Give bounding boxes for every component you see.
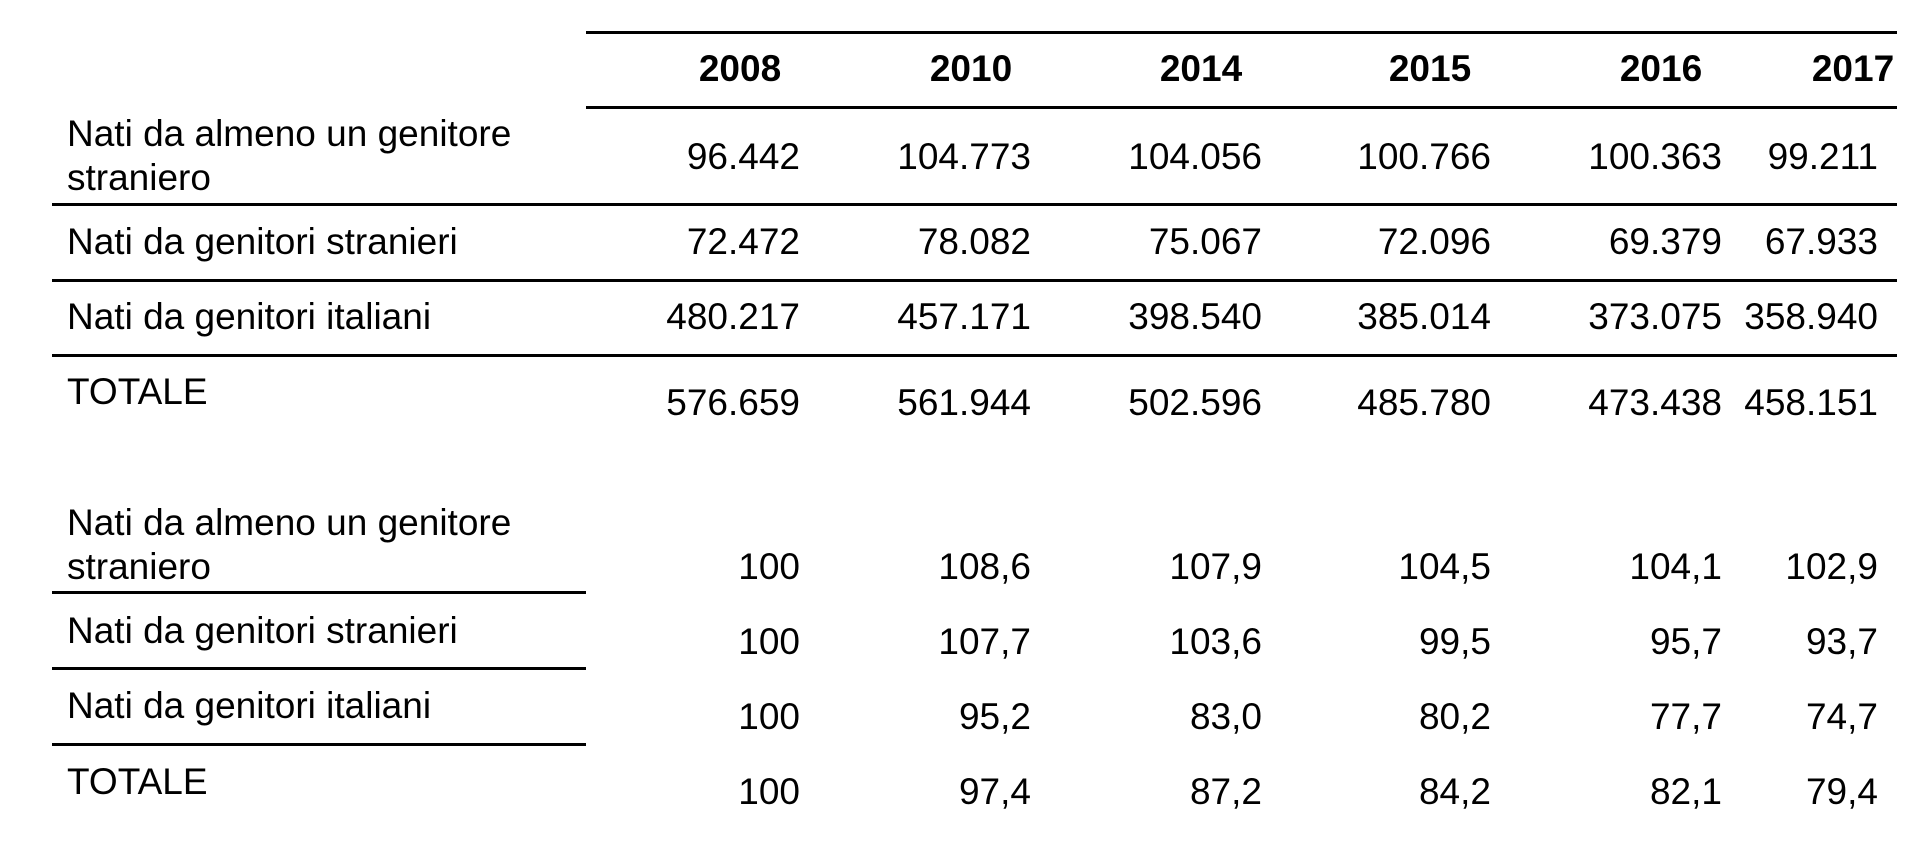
row-rule	[52, 591, 586, 594]
index-value-cell: 100	[738, 696, 800, 737]
absolute-value-cell: 485.780	[1357, 382, 1491, 423]
index-value-cell: 100	[738, 546, 800, 587]
absolute-value-cell: 358.940	[1744, 296, 1878, 337]
index-value-cell: 107,9	[1169, 546, 1262, 587]
year-header: 2017	[1811, 48, 1895, 89]
row-rule	[52, 354, 1897, 357]
absolute-value-cell: 457.171	[897, 296, 1031, 337]
header-top-rule	[586, 31, 1897, 34]
row-rule	[52, 279, 1897, 282]
index-value-cell: 77,7	[1649, 696, 1722, 737]
index-row-label: Nati da genitori italiani	[67, 685, 432, 726]
index-row-label: Nati da almeno un genitore	[67, 502, 512, 543]
absolute-value-cell: 385.014	[1357, 296, 1491, 337]
absolute-value-cell: 100.766	[1357, 136, 1491, 177]
index-value-cell: 82,1	[1649, 771, 1722, 812]
index-value-cell: 104,5	[1398, 546, 1491, 587]
absolute-value-cell: 458.151	[1744, 382, 1878, 423]
index-value-cell: 100	[738, 621, 800, 662]
index-value-cell: 97,4	[958, 771, 1031, 812]
absolute-value-cell: 502.596	[1128, 382, 1262, 423]
index-row-label: Nati da genitori stranieri	[67, 610, 458, 651]
absolute-value-cell: 104.056	[1128, 136, 1262, 177]
absolute-row-label: straniero	[67, 157, 211, 198]
absolute-value-cell: 99.211	[1767, 136, 1878, 177]
year-header: 2008	[698, 48, 782, 89]
absolute-value-cell: 561.944	[897, 382, 1031, 423]
index-value-cell: 104,1	[1629, 546, 1722, 587]
absolute-value-cell: 576.659	[666, 382, 800, 423]
header-bottom-rule	[586, 106, 1897, 109]
absolute-value-cell: 75.067	[1148, 221, 1262, 262]
absolute-row-label: Nati da genitori italiani	[67, 296, 432, 337]
index-value-cell: 93,7	[1805, 621, 1878, 662]
absolute-value-cell: 72.472	[686, 221, 800, 262]
absolute-row-label: Nati da almeno un genitore	[67, 113, 512, 154]
index-value-cell: 87,2	[1189, 771, 1262, 812]
absolute-value-cell: 67.933	[1764, 221, 1878, 262]
year-header: 2016	[1619, 48, 1703, 89]
absolute-value-cell: 69.379	[1608, 221, 1722, 262]
index-row-label: TOTALE	[67, 761, 208, 802]
index-value-cell: 79,4	[1805, 771, 1878, 812]
absolute-value-cell: 78.082	[917, 221, 1031, 262]
index-row-label: straniero	[67, 546, 211, 587]
index-value-cell: 108,6	[938, 546, 1031, 587]
absolute-value-cell: 373.075	[1588, 296, 1722, 337]
index-value-cell: 107,7	[938, 621, 1031, 662]
index-value-cell: 84,2	[1418, 771, 1491, 812]
index-value-cell: 95,2	[958, 696, 1031, 737]
absolute-value-cell: 100.363	[1588, 136, 1722, 177]
absolute-value-cell: 398.540	[1128, 296, 1262, 337]
absolute-value-cell: 72.096	[1377, 221, 1491, 262]
row-rule	[52, 743, 586, 746]
year-header: 2010	[929, 48, 1013, 89]
index-value-cell: 74,7	[1805, 696, 1878, 737]
index-value-cell: 95,7	[1649, 621, 1722, 662]
index-value-cell: 100	[738, 771, 800, 812]
absolute-value-cell: 473.438	[1588, 382, 1722, 423]
index-value-cell: 80,2	[1418, 696, 1491, 737]
year-header: 2014	[1159, 48, 1243, 89]
index-value-cell: 102,9	[1785, 546, 1878, 587]
row-rule	[52, 203, 1897, 206]
absolute-row-label: TOTALE	[67, 371, 208, 412]
absolute-row-label: Nati da genitori stranieri	[67, 221, 458, 262]
absolute-value-cell: 104.773	[897, 136, 1031, 177]
row-rule	[52, 667, 586, 670]
index-value-cell: 83,0	[1189, 696, 1262, 737]
absolute-value-cell: 96.442	[686, 136, 800, 177]
index-value-cell: 103,6	[1169, 621, 1262, 662]
index-value-cell: 99,5	[1418, 621, 1491, 662]
year-header: 2015	[1388, 48, 1472, 89]
absolute-value-cell: 480.217	[666, 296, 800, 337]
